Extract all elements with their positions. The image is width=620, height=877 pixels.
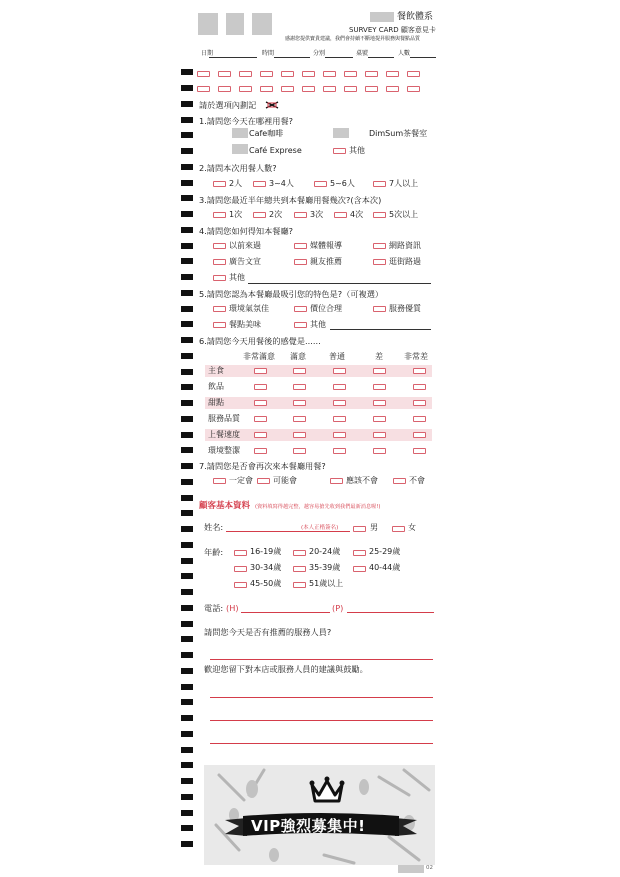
brand-logo-blurred	[226, 13, 244, 35]
q6-scale-label: 滿意	[290, 352, 306, 361]
timing-mark	[181, 101, 193, 107]
timing-mark	[181, 180, 193, 186]
q6-scale-label: 差	[375, 352, 383, 361]
q4-option-label: 網路資訊	[389, 241, 421, 250]
timing-mark	[181, 164, 193, 170]
q6-row-band	[205, 365, 432, 377]
phone-home-label: (H)	[226, 603, 239, 613]
suggestion-line[interactable]	[210, 697, 433, 698]
q6-rating-checkbox[interactable]	[413, 400, 426, 406]
q4-title: 4.請問您如何得知本餐廳?	[199, 226, 294, 236]
field-time-line[interactable]	[274, 57, 310, 58]
q6-rating-checkbox[interactable]	[373, 432, 386, 438]
code-checkbox[interactable]	[197, 86, 210, 92]
field-people-label: 人數	[398, 50, 411, 57]
staff-answer-line[interactable]	[210, 659, 433, 660]
code-checkbox[interactable]	[407, 71, 420, 77]
age-checkbox[interactable]	[353, 550, 366, 556]
timing-mark	[181, 306, 193, 312]
timing-mark	[181, 715, 193, 721]
q4-option-label: 逛街路過	[389, 257, 421, 266]
age-checkbox[interactable]	[234, 582, 247, 588]
age-option-label: 16-19歲	[250, 547, 282, 556]
q5-other-line[interactable]	[330, 329, 431, 330]
code-checkbox[interactable]	[407, 86, 420, 92]
timing-mark	[181, 416, 193, 422]
q6-row-band	[205, 397, 432, 409]
field-people-line[interactable]	[410, 57, 436, 58]
timing-mark	[181, 353, 193, 359]
q6-row-label: 飲品	[208, 382, 224, 391]
q1-option-label: 其他	[349, 146, 365, 155]
q4-checkbox[interactable]	[373, 259, 386, 265]
name-hint: (本人正楷簽名)	[301, 525, 339, 531]
q1-option-label: Cafe咖啡	[249, 129, 284, 138]
timing-mark	[181, 117, 193, 123]
suggestion-prompt: 歡迎您留下對本店或服務人員的建議與鼓勵。	[204, 664, 368, 674]
vip-banner-text: VIP強烈募集中!	[251, 817, 366, 835]
q5-option-label: 服務優質	[389, 304, 421, 313]
timing-mark	[181, 321, 193, 327]
q6-rating-checkbox[interactable]	[254, 368, 267, 374]
timing-mark	[181, 841, 193, 847]
age-option-label: 20-24歲	[309, 547, 341, 556]
timing-mark	[181, 636, 193, 642]
timing-mark	[181, 526, 193, 532]
gender-male-checkbox[interactable]	[353, 526, 366, 532]
timing-mark	[181, 684, 193, 690]
q2-checkbox[interactable]	[314, 181, 327, 187]
q6-rating-checkbox[interactable]	[333, 384, 346, 390]
q5-checkbox[interactable]	[294, 322, 307, 328]
q7-option-label: 可能會	[273, 476, 297, 485]
timing-mark	[181, 731, 193, 737]
q4-option-label: 廣告文宣	[229, 257, 261, 266]
timing-mark	[181, 211, 193, 217]
field-date-label: 日期	[201, 50, 214, 57]
q4-option-label: 媒體報導	[310, 241, 342, 250]
q6-scale-label: 非常滿意	[243, 352, 275, 361]
q6-rating-checkbox[interactable]	[254, 432, 267, 438]
q3-title: 3.請問您最近半年總共到本餐廳用餐幾次?(含本次)	[199, 195, 382, 205]
q6-rating-checkbox[interactable]	[373, 368, 386, 374]
age-option-label: 30-34歲	[250, 563, 282, 572]
name-label: 姓名:	[204, 522, 224, 532]
field-date-line[interactable]	[209, 57, 257, 58]
brand-logo-blurred	[198, 13, 218, 35]
q6-rating-checkbox[interactable]	[413, 384, 426, 390]
card-subtitle: 感謝您提供寶貴建議，我們會持續不斷地提昇服務與餐點品質	[285, 36, 421, 42]
q6-rating-checkbox[interactable]	[333, 400, 346, 406]
q1-option-blurred	[333, 128, 349, 138]
q7-option-label: 應該不會	[346, 476, 378, 485]
q4-option-label: 以前來過	[229, 241, 261, 250]
code-checkbox[interactable]	[386, 71, 399, 77]
age-checkbox[interactable]	[293, 550, 306, 556]
code-checkbox[interactable]	[323, 71, 336, 77]
timing-mark	[181, 384, 193, 390]
brand-name-blurred	[370, 12, 394, 22]
q6-row-label: 環境整潔	[208, 446, 240, 455]
q3-option-label: 1次	[229, 210, 243, 219]
age-checkbox[interactable]	[234, 550, 247, 556]
timing-mark	[181, 495, 193, 501]
gender-female-label: 女	[408, 523, 416, 532]
age-checkbox[interactable]	[234, 566, 247, 572]
timing-mark	[181, 369, 193, 375]
q3-option-label: 4次	[350, 210, 364, 219]
q6-scale-label: 非常差	[404, 352, 428, 361]
q6-rating-checkbox[interactable]	[254, 416, 267, 422]
q3-checkbox[interactable]	[294, 212, 307, 218]
timing-mark	[181, 558, 193, 564]
q6-title: 6.請問您今天用餐後的感覺是......	[199, 336, 321, 346]
q6-rating-checkbox[interactable]	[373, 400, 386, 406]
code-checkbox[interactable]	[281, 86, 294, 92]
q6-rating-checkbox[interactable]	[413, 432, 426, 438]
code-checkbox[interactable]	[344, 86, 357, 92]
q6-rating-checkbox[interactable]	[373, 448, 386, 454]
q3-checkbox[interactable]	[334, 212, 347, 218]
instruction-text: 請於選項內劃記	[199, 100, 257, 110]
code-checkbox[interactable]	[197, 71, 210, 77]
q6-rating-checkbox[interactable]	[293, 432, 306, 438]
timing-mark	[181, 510, 193, 516]
suggestion-line[interactable]	[210, 743, 433, 744]
field-table-label: 桌號	[356, 50, 369, 57]
q5-title: 5.請問您認為本餐廳最吸引您的特色是?（可複選）	[199, 289, 384, 299]
code-checkbox[interactable]	[218, 71, 231, 77]
q3-checkbox[interactable]	[213, 212, 226, 218]
q6-rating-checkbox[interactable]	[333, 448, 346, 454]
phone-home-line[interactable]	[241, 612, 330, 613]
timing-mark	[181, 668, 193, 674]
age-option-label: 40-44歲	[369, 563, 401, 572]
q6-rating-checkbox[interactable]	[373, 416, 386, 422]
timing-mark	[181, 243, 193, 249]
q3-option-label: 3次	[310, 210, 324, 219]
q1-option-blurred	[232, 144, 248, 154]
code-checkbox[interactable]	[260, 86, 273, 92]
q2-option-label: 7人以上	[389, 179, 419, 188]
q7-checkbox[interactable]	[393, 478, 406, 484]
timing-mark	[181, 400, 193, 406]
timing-mark	[181, 652, 193, 658]
footer-code-blurred	[398, 865, 424, 873]
timing-mark	[181, 605, 193, 611]
q3-checkbox[interactable]	[373, 212, 386, 218]
code-checkbox[interactable]	[218, 86, 231, 92]
q6-rating-checkbox[interactable]	[293, 448, 306, 454]
timing-mark	[181, 479, 193, 485]
q4-option-label: 其他	[229, 273, 245, 282]
field-time-label: 時間	[262, 50, 275, 57]
q7-option-label: 一定會	[229, 476, 253, 485]
footer-code: 02	[426, 865, 433, 871]
q1-option-blurred	[232, 128, 248, 138]
age-checkbox[interactable]	[293, 566, 306, 572]
cross-mark-icon	[265, 101, 279, 109]
q1-option-label: DimSum茶餐室	[369, 129, 428, 138]
timing-mark	[181, 195, 193, 201]
field-table-line[interactable]	[368, 57, 394, 58]
crown-icon	[309, 775, 345, 805]
q5-option-label: 價位合理	[310, 304, 342, 313]
timing-mark	[181, 463, 193, 469]
timing-mark	[181, 432, 193, 438]
gender-male-label: 男	[370, 523, 378, 532]
timing-mark	[181, 69, 193, 75]
code-checkbox[interactable]	[239, 86, 252, 92]
q5-checkbox[interactable]	[294, 306, 307, 312]
q2-option-label: 5~6人	[330, 179, 355, 188]
timing-mark	[181, 447, 193, 453]
q4-checkbox[interactable]	[373, 243, 386, 249]
q6-row-label: 甜點	[208, 398, 224, 407]
q4-checkbox[interactable]	[294, 243, 307, 249]
code-checkbox[interactable]	[239, 71, 252, 77]
timing-mark	[181, 589, 193, 595]
q5-option-label: 其他	[310, 320, 326, 329]
timing-mark	[181, 337, 193, 343]
code-checkbox[interactable]	[365, 71, 378, 77]
q6-rating-checkbox[interactable]	[333, 432, 346, 438]
q7-checkbox[interactable]	[330, 478, 343, 484]
timing-mark	[181, 132, 193, 138]
q6-rating-checkbox[interactable]	[293, 368, 306, 374]
q6-row-label: 主食	[208, 366, 224, 375]
field-section-line[interactable]	[325, 57, 353, 58]
q4-option-label: 親友推薦	[310, 257, 342, 266]
phone-mobile-label: (P)	[332, 603, 344, 613]
q7-checkbox[interactable]	[257, 478, 270, 484]
q4-other-line[interactable]	[248, 283, 431, 284]
q6-row-label: 服務品質	[208, 414, 240, 423]
age-option-label: 45-50歲	[250, 579, 282, 588]
q3-option-label: 2次	[269, 210, 283, 219]
age-label: 年齡:	[204, 547, 224, 557]
q6-rating-checkbox[interactable]	[413, 416, 426, 422]
timing-mark	[181, 274, 193, 280]
q3-option-label: 5次以上	[389, 210, 419, 219]
q5-option-label: 餐點美味	[229, 320, 261, 329]
phone-label: 電話:	[204, 603, 224, 613]
q6-rating-checkbox[interactable]	[293, 384, 306, 390]
code-checkbox[interactable]	[344, 71, 357, 77]
q6-rating-checkbox[interactable]	[293, 400, 306, 406]
q6-row-label: 上餐速度	[208, 430, 240, 439]
q5-checkbox[interactable]	[213, 322, 226, 328]
q5-checkbox[interactable]	[213, 306, 226, 312]
customer-section-note: (資料填寫得越完整，越容易搶先收到我們最新消息喔!)	[255, 504, 381, 510]
timing-mark	[181, 227, 193, 233]
timing-mark	[181, 778, 193, 784]
age-option-label: 25-29歲	[369, 547, 401, 556]
age-checkbox[interactable]	[293, 582, 306, 588]
code-checkbox[interactable]	[323, 86, 336, 92]
q2-checkbox[interactable]	[213, 181, 226, 187]
age-option-label: 35-39歲	[309, 563, 341, 572]
q6-rating-checkbox[interactable]	[293, 416, 306, 422]
timing-mark	[181, 290, 193, 296]
timing-mark	[181, 762, 193, 768]
q6-rating-checkbox[interactable]	[333, 368, 346, 374]
q1-checkbox[interactable]	[333, 148, 346, 154]
q4-checkbox[interactable]	[213, 243, 226, 249]
age-checkbox[interactable]	[353, 566, 366, 572]
q2-title: 2.請問本次用餐人數?	[199, 163, 277, 173]
timing-mark	[181, 258, 193, 264]
code-checkbox[interactable]	[281, 71, 294, 77]
q2-checkbox[interactable]	[373, 181, 386, 187]
q5-checkbox[interactable]	[373, 306, 386, 312]
q2-checkbox[interactable]	[253, 181, 266, 187]
q7-checkbox[interactable]	[213, 478, 226, 484]
q7-title: 7.請問您是否會再次來本餐廳用餐?	[199, 461, 326, 471]
q4-checkbox[interactable]	[213, 259, 226, 265]
card-title: SURVEY CARD 顧客意見卡	[349, 26, 436, 34]
timing-mark	[181, 794, 193, 800]
customer-section-title: 顧客基本資料	[199, 501, 251, 511]
timing-mark	[181, 810, 193, 816]
code-checkbox[interactable]	[260, 71, 273, 77]
gender-female-checkbox[interactable]	[392, 526, 405, 532]
q1-option-label: Café Exprese	[249, 146, 302, 155]
timing-mark	[181, 85, 193, 91]
q3-checkbox[interactable]	[253, 212, 266, 218]
age-option-label: 51歲以上	[309, 579, 344, 588]
phone-mobile-line[interactable]	[347, 612, 434, 613]
q2-option-label: 2人	[229, 179, 243, 188]
timing-mark	[181, 148, 193, 154]
q2-option-label: 3~4人	[269, 179, 294, 188]
q4-checkbox[interactable]	[213, 275, 226, 281]
code-checkbox[interactable]	[386, 86, 399, 92]
code-checkbox[interactable]	[365, 86, 378, 92]
timing-mark	[181, 699, 193, 705]
timing-mark	[181, 542, 193, 548]
suggestion-line[interactable]	[210, 720, 433, 721]
timing-mark	[181, 825, 193, 831]
brand-system-label: 餐飲體系	[397, 12, 434, 22]
timing-mark	[181, 747, 193, 753]
q6-rating-checkbox[interactable]	[254, 448, 267, 454]
q7-option-label: 不會	[409, 476, 425, 485]
code-checkbox[interactable]	[302, 71, 315, 77]
q6-rating-checkbox[interactable]	[254, 384, 267, 390]
q6-rating-checkbox[interactable]	[413, 448, 426, 454]
q6-rating-checkbox[interactable]	[413, 368, 426, 374]
q6-rating-checkbox[interactable]	[333, 416, 346, 422]
q6-scale-label: 普通	[329, 352, 345, 361]
code-checkbox[interactable]	[302, 86, 315, 92]
staff-question: 請問您今天是否有推薦的服務人員?	[204, 627, 332, 637]
field-section-label: 分別	[313, 50, 326, 57]
q4-checkbox[interactable]	[294, 259, 307, 265]
brand-logo-blurred	[252, 13, 272, 35]
q5-option-label: 環境氣氛佳	[229, 304, 269, 313]
q1-title: 1.請問您今天在哪裡用餐?	[199, 116, 294, 126]
timing-mark	[181, 621, 193, 627]
timing-mark	[181, 573, 193, 579]
q6-rating-checkbox[interactable]	[254, 400, 267, 406]
q6-rating-checkbox[interactable]	[373, 384, 386, 390]
